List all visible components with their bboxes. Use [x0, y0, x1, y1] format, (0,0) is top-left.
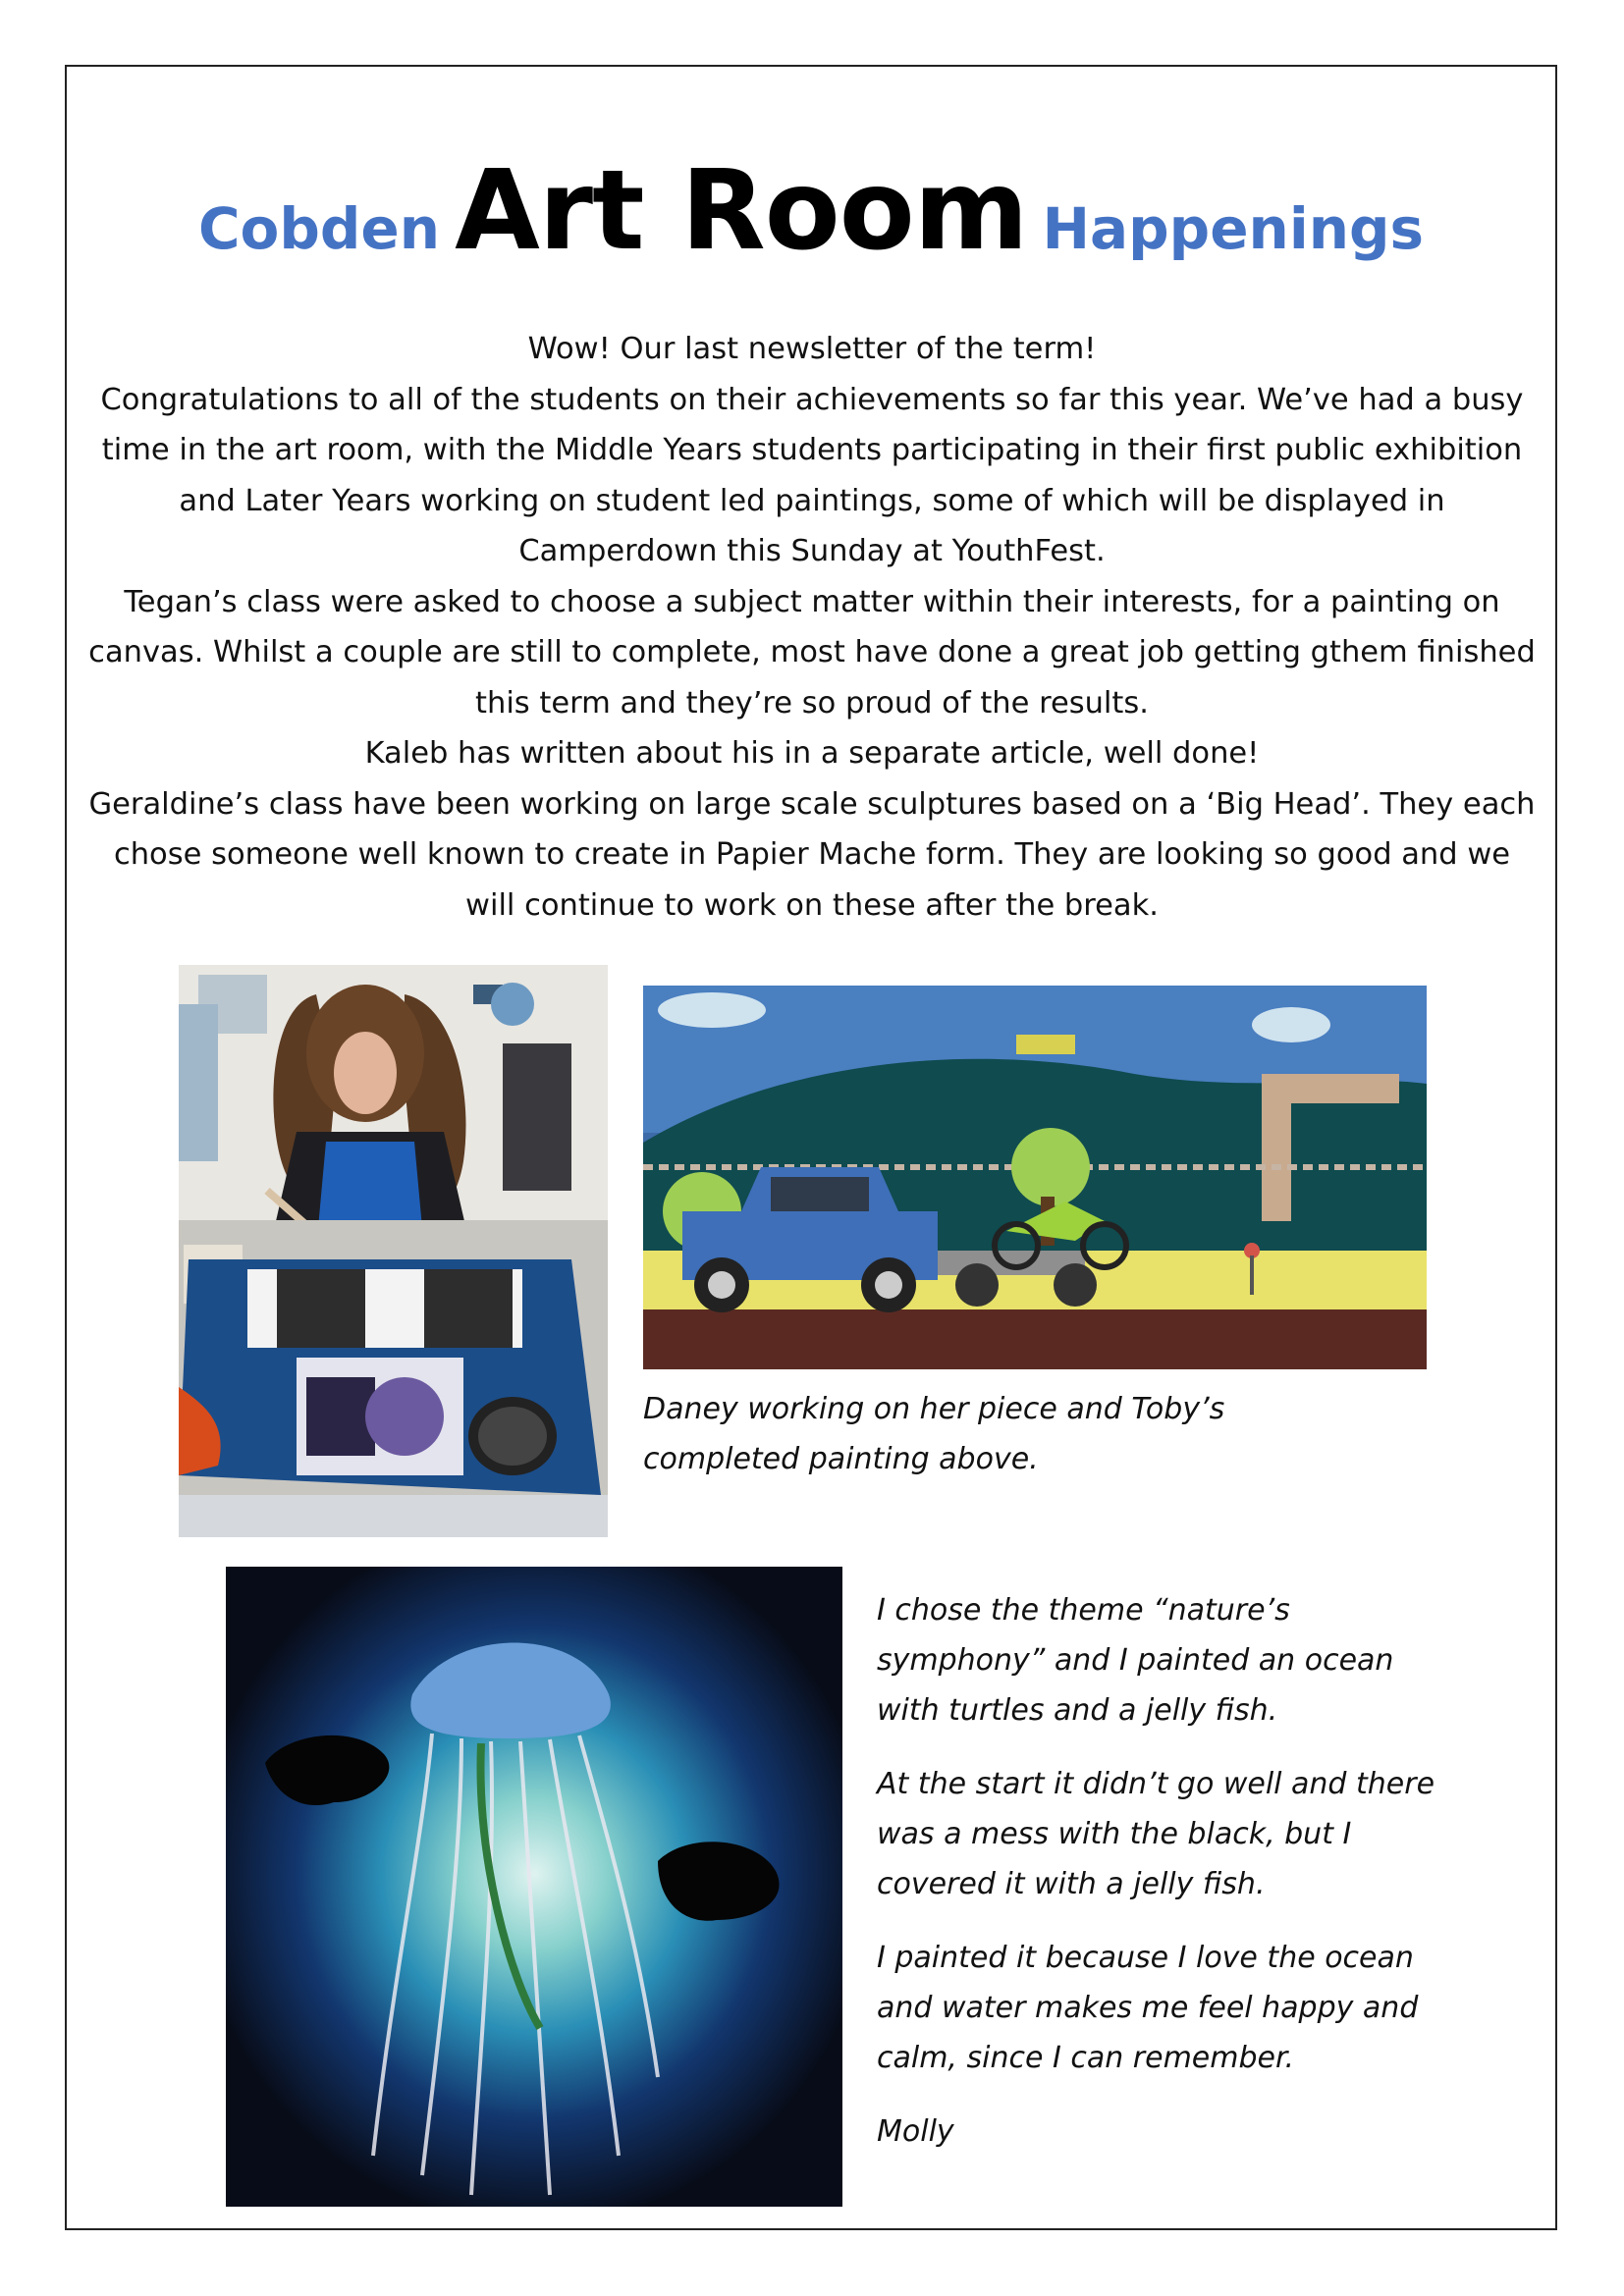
intro-paragraph: Congratulations to all of the students on their achievements so far this year. We’ve had a busy time in the art room, with the Middle Years students participating in their first public exhibition and Later Years working on student led paintings, some of which will be displayed in Camperdown this Sunday at YouthFest. [100, 382, 1524, 568]
intro-text [88, 324, 1536, 931]
statement-paragraph [877, 1759, 1505, 1909]
title-happenings: Happenings [1042, 195, 1425, 262]
statement-paragraph [877, 1585, 1505, 1735]
statement-line: symphony” and I painted an ocean [877, 1643, 1394, 1678]
photo-jellyfish-painting [226, 1567, 842, 2207]
photo-caption [643, 1384, 1330, 1484]
statement-line: was a mess with the black, but I [877, 1817, 1352, 1851]
photo-student-painting [179, 965, 608, 1537]
caption-line: completed painting above. [643, 1442, 1039, 1476]
molly-statement [877, 1585, 1505, 2180]
statement-paragraph [877, 1933, 1505, 2083]
intro-paragraph: Wow! Our last newsletter of the term! [527, 332, 1097, 366]
intro-paragraph: Tegan’s class were asked to choose a subject matter within their interests, for a painting on canvas. Whilst a couple are still to complete, most have done a great job getting gthem finished this term and they’re so proud of the results. [88, 584, 1536, 721]
statement-line: calm, since I can remember. [877, 2041, 1295, 2075]
statement-line: and water makes me feel happy and [877, 1991, 1419, 2025]
statement-line: covered it with a jelly fish. [877, 1867, 1266, 1901]
intro-paragraph: Geraldine’s class have been working on large scale sculptures based on a ‘Big Head’. They each chose someone well known to create in Papier Mache form. They are looking so good and we will continue to work on these after the break. [88, 786, 1536, 923]
caption-line: Daney working on her piece and Toby’s [643, 1392, 1225, 1426]
statement-line: with turtles and a jelly fish. [877, 1693, 1278, 1728]
statement-line: At the start it didn’t go well and there [877, 1767, 1435, 1801]
intro-paragraph: Kaleb has written about his in a separate article, well done! [364, 736, 1260, 771]
page-title [65, 147, 1557, 275]
photo-toby-painting [643, 986, 1427, 1369]
statement-line: I chose the theme “nature’s [877, 1593, 1290, 1628]
title-cobden: Cobden [197, 195, 441, 262]
title-art-room: Art Room [455, 147, 1028, 275]
statement-line: I painted it because I love the ocean [877, 1941, 1414, 1975]
signature: Molly [877, 2114, 954, 2149]
